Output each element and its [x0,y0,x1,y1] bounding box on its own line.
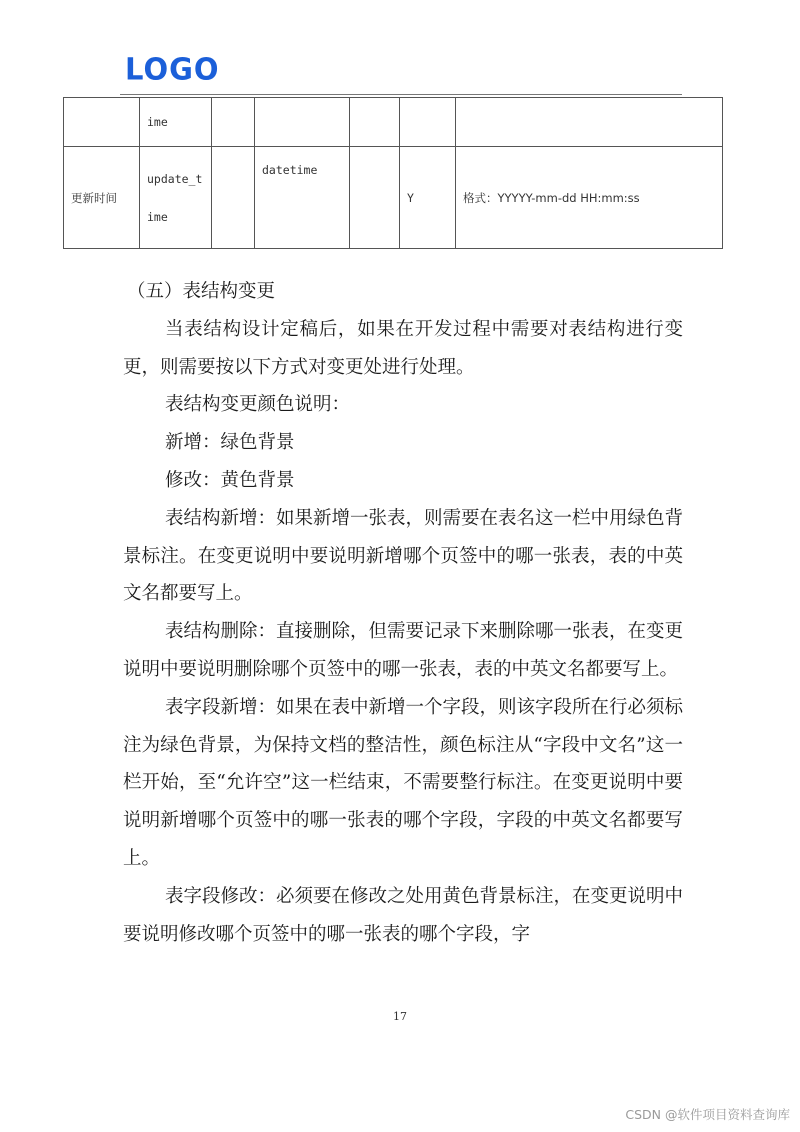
paragraph: 表字段新增：如果在表中新增一个字段，则该字段所在行必须标注为绿色背景，为保持文档的整洁性，颜色标注从“字段中文名”这一栏开始，至“允许空”这一栏结束，不需要整行标注。在变更说明中要说明新增哪个页签中的哪一张表的哪个字段，字段的中英文名都要写上。 [123,696,684,869]
table-cell [350,147,400,249]
table-row [64,98,723,147]
table-cell [400,98,456,147]
field-table [63,97,723,249]
table-cell [212,98,255,147]
paragraph: 当表结构设计定稿后，如果在开发过程中需要对表结构进行变更，则需要按以下方式对变更处进行处理。 [123,318,683,378]
table-row [64,147,723,249]
table-cell [255,98,350,147]
paragraph: 表结构变更颜色说明： [165,394,351,416]
table-cell [64,98,140,147]
watermark: CSDN @软件项目资料查询库 [625,1107,790,1122]
table-cell: Y [400,147,456,249]
table-cell: update_time [140,147,212,249]
table-cell [212,147,255,249]
paragraph: 表结构删除：直接删除，但需要记录下来删除哪一张表，在变更说明中要说明删除哪个页签中的哪一张表，表的中英文名都要写上。 [123,621,684,680]
section-heading: （五）表结构变更 [127,281,276,302]
table-cell: 更新时间 [64,147,140,249]
table-cell [350,98,400,147]
table-cell: datetime [255,147,350,249]
page-number: 17 [393,1010,407,1023]
table-cell [456,98,723,147]
body-text [123,273,683,953]
logo: LOGO [125,51,220,87]
table-cell: 格式：YYYYY-mm-dd HH:mm:ss [456,147,723,249]
table-cell: ime [140,98,212,147]
paragraph: 修改：黄色背景 [165,469,295,491]
paragraph: 表字段修改：必须要在修改之处用黄色背景标注，在变更说明中要说明修改哪个页签中的哪一张表的哪个字段，字 [123,885,684,945]
paragraph: 新增：绿色背景 [165,432,295,454]
paragraph: 表结构新增：如果新增一张表，则需要在表名这一栏中用绿色背景标注。在变更说明中要说明新增哪个页签中的哪一张表，表的中英文名都要写上。 [123,507,684,605]
header-divider [120,94,682,95]
